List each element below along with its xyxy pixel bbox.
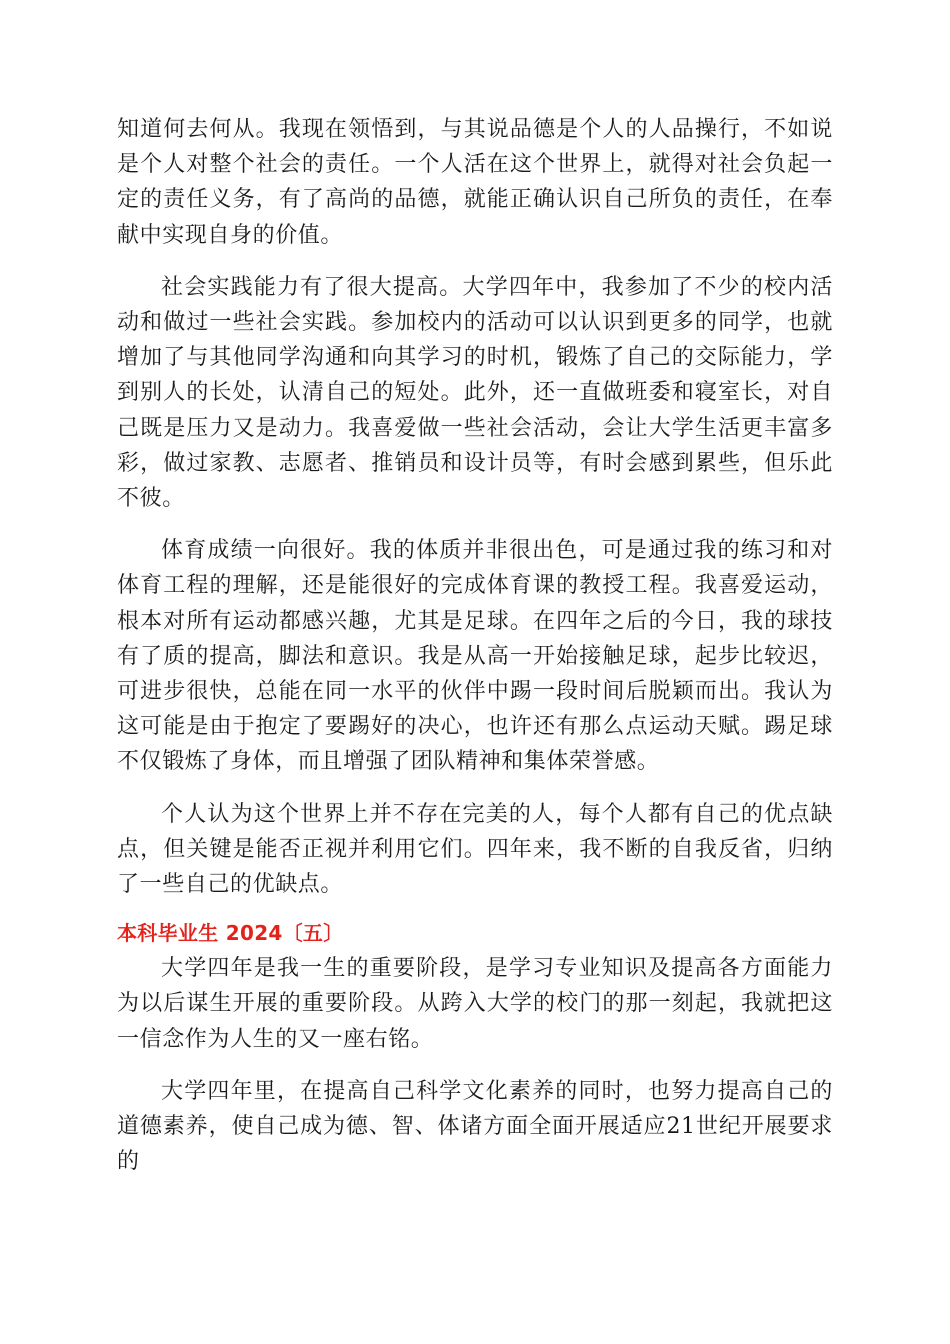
- paragraph-social-practice: 社会实践能力有了很大提高。大学四年中，我参加了不少的校内活动和做过一些社会实践。参加校内的活动可以认识到更多的同学，也就增加了与其他同学沟通和向其学习的时机，锻炼了自己的交际能力，学到别人的长处，认清自己的短处。此外，还一直做班委和寝室长，对自己既是压力又是动力。我喜爱做一些社会活动，会让大学生活更丰富多彩，做过家教、志愿者、推销员和设计员等，有时会感到累些，但乐此不彼。: [117, 274, 833, 512]
- paragraph-university-stage: 大学四年是我一生的重要阶段，是学习专业知识及提高各方面能力为以后谋生开展的重要阶段。从跨入大学的校门的那一刻起，我就把这一信念作为人生的又一座右铭。: [117, 956, 833, 1052]
- document-page: [117, 112, 833, 1179]
- paragraph-sports: 体育成绩一向很好。我的体质并非很出色，可是通过我的练习和对体育工程的理解，还是能很好的完成体育课的教授工程。我喜爱运动，根本对所有运动都感兴趣，尤其是足球。在四年之后的今日，我的球技有了质的提高，脚法和意识。我是从高一开始接触足球，起步比较迟，可进步很快，总能在同一水平的伙伴中踢一段时间后脱颖而出。我认为这可能是由于抱定了要踢好的决心，也许还有那么点运动天赋。踢足球不仅锻炼了身体，而且增强了团队精神和集体荣誉感。: [117, 538, 833, 775]
- paragraph-continuation: 知道何去何从。我现在领悟到，与其说品德是个人的人品操行，不如说是个人对整个社会的责任。一个人活在这个世界上，就得对社会负起一定的责任义务，有了高尚的品德，就能正确认识自己所负的责任，在奉献中实现自身的价值。: [117, 117, 833, 248]
- paragraph-moral-quality: 大学四年里，在提高自己科学文化素养的同时，也努力提高自己的道德素养，使自己成为德、智、体诸方面全面开展适应21世纪开展要求的: [117, 1078, 833, 1175]
- paragraph-self-reflection: 个人认为这个世界上并不存在完美的人，每个人都有自己的优点缺点，但关键是能否正视并利用它们。四年来，我不断的自我反省，归纳了一些自己的优缺点。: [117, 801, 833, 898]
- section-heading: 本科毕业生 2024〔五〕: [117, 921, 344, 946]
